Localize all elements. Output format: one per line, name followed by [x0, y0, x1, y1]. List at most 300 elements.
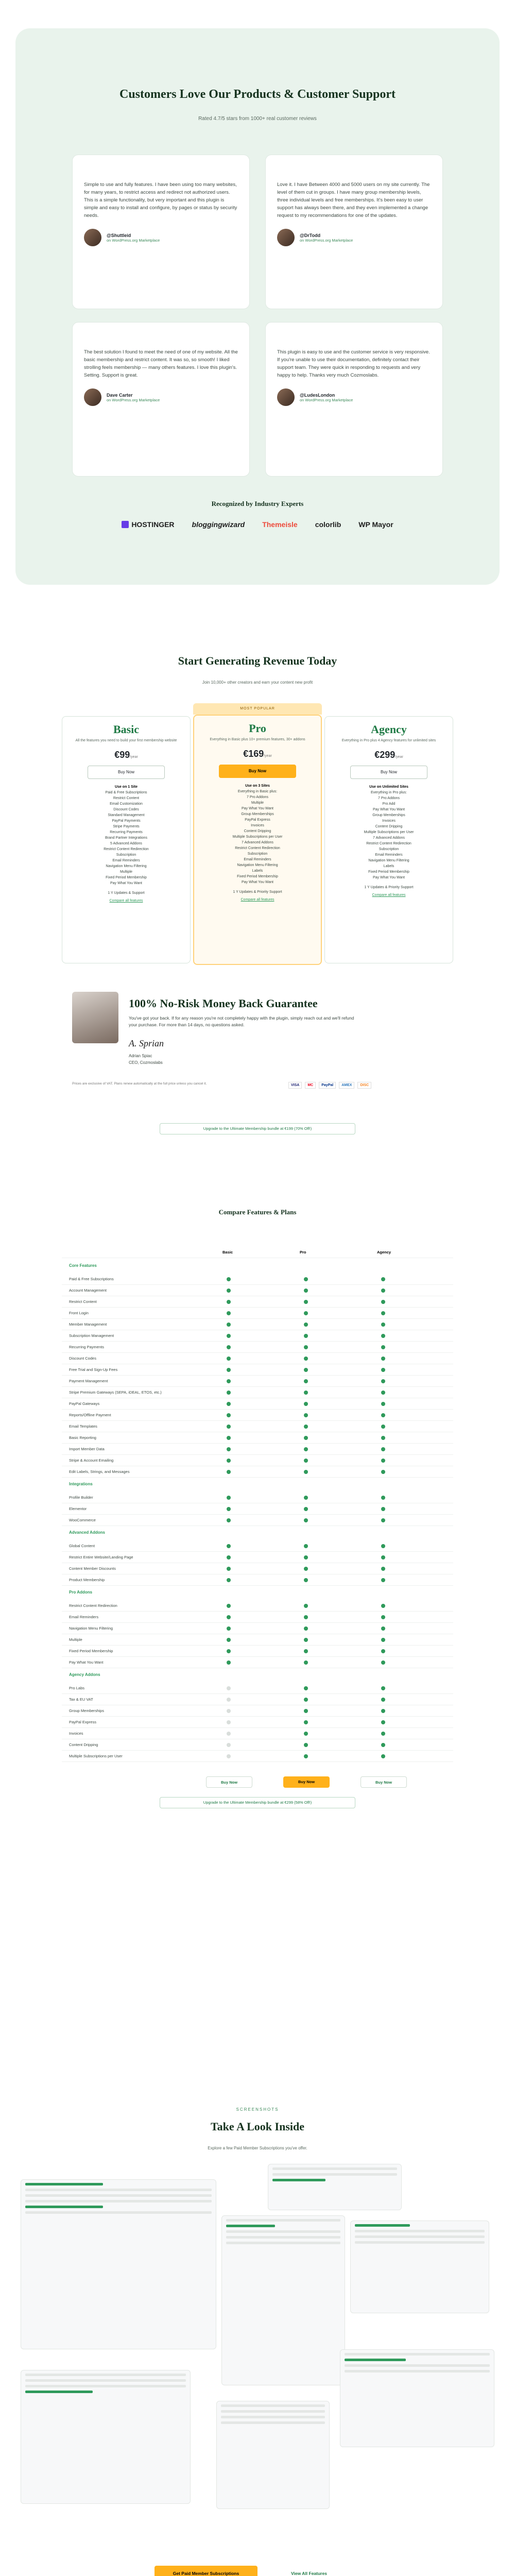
check-icon [304, 1544, 308, 1548]
feature-label: Fixed Period Membership [69, 1649, 113, 1653]
check-icon [227, 1357, 231, 1361]
check-icon [304, 1698, 308, 1702]
check-icon [381, 1345, 385, 1349]
plan-feature-item: Navigation Menu Filtering [368, 859, 409, 862]
compare-row [62, 1421, 453, 1432]
feature-label: Content Dripping [69, 1742, 98, 1747]
plan-features: Use on 1 Site Paid & Free Subscriptions Restrict Content Email Customization Discount Codes Standard Management PayPal Payments Stripe Payments Recurring Payments Brand Partner Integrations 5 Advanced Addons Restrict Content Redirection Subscription Email Reminders Navigation Menu Filtering Multiple Fixed Period Membership Pay What You Want [67, 784, 185, 886]
compare-header [62, 1247, 453, 1258]
feature-label: PayPal Gateways [69, 1401, 100, 1406]
compare-row [62, 1342, 453, 1353]
compare-row [62, 1319, 453, 1330]
check-icon [304, 1743, 308, 1747]
check-icon [381, 1436, 385, 1440]
check-icon [227, 1391, 231, 1395]
mastercard-icon: MC [305, 1082, 316, 1089]
check-icon [304, 1615, 308, 1619]
feature-label: Restrict Entire Website/Landing Page [69, 1555, 133, 1560]
check-icon [227, 1578, 231, 1582]
inside-subtitle: Explore a few Paid Member Subscriptions you've offer. [208, 2146, 307, 2150]
feature-label: Restrict Content Redirection [69, 1603, 117, 1608]
plan-feature-item: Navigation Menu Filtering [237, 863, 278, 867]
check-icon [381, 1425, 385, 1429]
check-icon [304, 1447, 308, 1451]
check-icon [381, 1277, 385, 1281]
plan-pro: Pro Everything in Basic plus 10+ premium features, 30+ addons €169/year Buy Now Use on 3 Sites Everything in Basic plus: 7 Pro Addons Multiple Pay What You Want Group Memberships PayPal Express Invoices Content Dripping Multiple Subscriptions per User 7 Advanced Addons Restrict Content Redirection Subscription Email Reminders Navigation Menu Filtering Labels Fixed Period Membership Pay What You Want 1 Y Updates & Priority Support Compare all features [193, 715, 322, 965]
plan-feature-item: PayPal Payments [112, 819, 141, 823]
plan-feature-item: Email Customization [110, 802, 143, 806]
check-icon [304, 1289, 308, 1293]
check-icon [227, 1518, 231, 1522]
plan-basic: Basic All the features you need to build your first membership website €99/year Buy Now Use on 1 Site Paid & Free Subscriptions Restrict Content Email Customization Discount Codes Standard Management PayPal Payments Stripe Payments Recurring Payments Brand Partner Integrations 5 Advanced Addons Restrict Content Redirection Subscription Email Reminders Navigation Menu Filtering Multiple Fixed Period Membership Pay What You Want 1 Y Updates & Support Compare all features [62, 716, 191, 963]
plan-support: 1 Y Updates & Priority Support [233, 890, 282, 894]
plan-feature-item: Fixed Period Membership [368, 870, 409, 874]
check-icon [304, 1555, 308, 1560]
author-role: on WordPress.org Marketplace [107, 397, 160, 402]
check-icon [304, 1720, 308, 1724]
buy-pro-button[interactable]: Buy Now [219, 765, 296, 778]
plan-feature-item: Group Memberships [241, 812, 274, 816]
feature-label: Free Trial and Sign-Up Fees [69, 1367, 118, 1372]
check-icon [227, 1496, 231, 1500]
plan-feature-item: Stripe Payments [113, 825, 140, 828]
compare-buy-pro[interactable]: Buy Now [283, 1776, 330, 1788]
check-icon [227, 1379, 231, 1383]
compare-row [62, 1683, 453, 1694]
ceo-signature: A. Sprian [129, 1038, 164, 1048]
check-icon [304, 1357, 308, 1361]
check-icon [381, 1567, 385, 1571]
feature-label: Stripe Premium Gateways (SEPA, iDEAL, ETOS, etc.) [69, 1390, 162, 1395]
feature-label: Elementor [69, 1506, 87, 1511]
compare-row [62, 1492, 453, 1503]
plan-tagline: Everything in Basic plus 10+ premium features, 30+ addons [210, 738, 305, 741]
check-icon [227, 1289, 231, 1293]
compare-row [62, 1717, 453, 1728]
get-pms-button[interactable]: Get Paid Member Subscriptions [154, 2566, 258, 2576]
compare-row [62, 1728, 453, 1739]
plan-feature-item: Restrict Content [113, 796, 140, 800]
feature-label: Import Member Data [69, 1447, 105, 1451]
compare-row [62, 1330, 453, 1342]
compare-row [62, 1739, 453, 1751]
author-name: Dave Carter [107, 392, 133, 398]
check-icon [304, 1567, 308, 1571]
feature-label: Multiple Subscriptions per User [69, 1754, 123, 1758]
plan-feature-item: Email Reminders [112, 859, 140, 862]
screenshot-dashboard[interactable] [21, 2179, 216, 2349]
unavailable-icon [227, 1709, 231, 1713]
experts-logos [0, 520, 515, 529]
check-icon [381, 1507, 385, 1511]
plan-feature-item: Paid & Free Subscriptions [105, 791, 147, 794]
feature-label: Basic Reporting [69, 1435, 96, 1440]
inside-eyebrow: SCREENSHOTS [236, 2107, 279, 2112]
ceo-role: CEO, Cozmoslabs [129, 1060, 163, 1065]
author-role: on WordPress.org Marketplace [107, 238, 160, 243]
plan-feature-item: Everything in Pro plus: [370, 791, 407, 794]
guarantee-text: You've got your back. If for any reason you're not completely happy with the plugin, simply reach out and we'll refund your purchase. For more than 14 days, no questions asked. [129, 1015, 354, 1027]
check-icon [304, 1345, 308, 1349]
check-icon [381, 1638, 385, 1642]
testimonial-card [265, 155, 443, 309]
check-icon [227, 1334, 231, 1338]
testimonial-text: The best solution I found to meet the need of one of my website. All the basic membership and restrict content. It was so, so smooth! I liked strolling feels membership — many others features. I love this plugin's. Setting. Support is great. [84, 349, 238, 378]
plan-feature-item: Subscription [116, 853, 136, 857]
plan-tagline: Everything in Pro plus 4 Agency features for unlimited sites [341, 739, 436, 742]
screenshot-members[interactable] [268, 2164, 402, 2210]
check-icon [304, 1300, 308, 1304]
feature-label: Stripe & Account Emailing [69, 1458, 114, 1463]
feature-label: Recurring Payments [69, 1345, 104, 1349]
unavailable-icon [227, 1686, 231, 1690]
screenshot-reports[interactable] [350, 2221, 489, 2313]
buy-agency-button[interactable]: Buy Now [350, 766, 427, 779]
plan-feature-item: Pay What You Want [242, 807, 273, 810]
check-icon [381, 1754, 385, 1758]
check-icon [381, 1544, 385, 1548]
check-icon [381, 1720, 385, 1724]
compare-row [62, 1540, 453, 1552]
compare-row [62, 1694, 453, 1705]
plan-agency: Agency Everything in Pro plus 4 Agency features for unlimited sites €299/year Buy Now Use on Unlimited Sites Everything in Pro plus: 7 Pro Addons Pro Add Pay What You Want Group Memberships Invoices Content Dripping Multiple Subscriptions per User 7 Advanced Addons Restrict Content Redirection Subscription Email Reminders Navigation Menu Filtering Labels Fixed Period Membership Pay What You Want 1 Y Updates & Priority Support Compare all features [324, 716, 453, 963]
plan-price: €299 [374, 750, 396, 760]
compare-row [62, 1515, 453, 1526]
plan-tagline: All the features you need to build your first membership website [75, 739, 177, 742]
testimonials-subtitle: Rated 4.7/5 stars from 1000+ real customer reviews [198, 116, 317, 122]
check-icon [381, 1357, 385, 1361]
compare-row [62, 1657, 453, 1668]
author-name: @Shuttleid [107, 232, 131, 238]
check-icon [381, 1379, 385, 1383]
check-icon [381, 1649, 385, 1653]
plan-feature-item: Multiple Subscriptions per User [364, 831, 414, 834]
compare-row [62, 1308, 453, 1319]
pricing-title: Start Generating Revenue Today [178, 654, 337, 667]
compare-row [62, 1574, 453, 1586]
author-name: @LudesLondon [300, 392, 335, 398]
plan-feature-item: Multiple Subscriptions per User [232, 835, 283, 839]
plan-feature-item: 7 Advanced Addons [373, 836, 405, 840]
check-icon [304, 1626, 308, 1631]
compare-row [62, 1444, 453, 1455]
compare-title: Compare Features & Plans [218, 1208, 297, 1216]
plan-feature-item: Standard Management [108, 814, 145, 817]
check-icon [227, 1368, 231, 1372]
logo-colorlib: colorlib [315, 520, 341, 529]
plan-feature-item: Brand Partner Integrations [105, 836, 148, 840]
check-icon [304, 1638, 308, 1642]
check-icon [381, 1300, 385, 1304]
screenshot-register-form[interactable] [21, 2370, 191, 2504]
plan-feature-item: Restrict Content Redirection [366, 842, 411, 845]
logo-wpmayor: WP Mayor [358, 520, 393, 529]
check-icon [304, 1368, 308, 1372]
compare-row [62, 1600, 453, 1612]
plan-features: Use on 3 Sites Everything in Basic plus: 7 Pro Addons Multiple Pay What You Want Group Memberships PayPal Express Invoices Content Dripping Multiple Subscriptions per User 7 Advanced Addons Restrict Content Redirection Subscription Email Reminders Navigation Menu Filtering Labels Fixed Period Membership Pay What You Want [199, 783, 316, 885]
avatar [84, 229, 101, 246]
feature-label: Navigation Menu Filtering [69, 1626, 113, 1631]
check-icon [381, 1709, 385, 1713]
plan-feature-item: Email Reminders [375, 853, 403, 857]
compare-link[interactable]: Compare all features [109, 899, 143, 903]
compare-group-title: Advanced Addons [69, 1530, 105, 1535]
feature-label: Member Management [69, 1322, 107, 1327]
check-icon [304, 1709, 308, 1713]
plan-support: 1 Y Updates & Support [108, 891, 145, 895]
check-icon [381, 1518, 385, 1522]
plan-price: €99 [114, 750, 130, 760]
check-icon [381, 1555, 385, 1560]
avatar [84, 388, 101, 406]
logo-themeisle: Themeisle [262, 520, 298, 529]
plan-feature-item: Multiple [119, 870, 133, 874]
compare-row [62, 1646, 453, 1657]
ceo-name: Adrian Spiac [129, 1054, 152, 1058]
plan-feature-item: Restrict Content Redirection [104, 848, 149, 851]
plan-price: €169 [243, 749, 264, 759]
check-icon [227, 1649, 231, 1653]
plan-support: 1 Y Updates & Priority Support [364, 886, 414, 889]
logo-hostinger: HOSTINGER [122, 520, 174, 529]
compare-link[interactable]: Compare all features [372, 893, 406, 897]
plan-feature-item: Email Reminders [244, 858, 271, 861]
feature-label: Multiple [69, 1637, 82, 1642]
check-icon [227, 1425, 231, 1429]
plan-feature-item: 7 Pro Addons [377, 796, 400, 800]
feature-label: Pay What You Want [69, 1660, 104, 1665]
payment-icons [288, 1082, 371, 1089]
plan-feature-item: Pay What You Want [373, 876, 405, 879]
check-icon [381, 1470, 385, 1474]
check-icon [227, 1459, 231, 1463]
logo-bloggingwizard: bloggingwizard [192, 520, 245, 529]
plan-feature-item: Labels [383, 865, 394, 868]
plan-feature-item: Navigation Menu Filtering [106, 865, 147, 868]
feature-label: Product Membership [69, 1578, 105, 1582]
screenshot-subscription-plan[interactable] [221, 2215, 345, 2385]
plan-feature-item: Invoices [382, 819, 396, 823]
check-icon [381, 1402, 385, 1406]
amex-icon: AMEX [339, 1082, 354, 1089]
check-icon [381, 1311, 385, 1315]
feature-label: Email Templates [69, 1424, 97, 1429]
plan-feature-item: Subscription [247, 852, 268, 856]
plan-feature-item: PayPal Express [245, 818, 270, 822]
feature-label: Restrict Content [69, 1299, 97, 1304]
plan-feature-item: Discount Codes [113, 808, 139, 811]
check-icon [304, 1496, 308, 1500]
plan-feature-item: Invoices [251, 824, 264, 827]
check-icon [304, 1604, 308, 1608]
check-icon [381, 1447, 385, 1451]
feature-label: Content Member Discounts [69, 1566, 116, 1571]
plan-feature-item: Subscription [379, 848, 399, 851]
plan-feature-item: Fixed Period Membership [106, 876, 147, 879]
check-icon [304, 1323, 308, 1327]
check-icon [381, 1604, 385, 1608]
feature-label: Profile Builder [69, 1495, 93, 1500]
compare-row [62, 1432, 453, 1444]
testimonial-card [265, 322, 443, 477]
testimonial-text: This plugin is easy to use and the customer service is very responsive. If you're unable to use their documentation, definitely contact their support team. They were quick in responding to requests and very happy to help. Thanks very much Cozmoslabs. [277, 349, 430, 378]
check-icon [304, 1649, 308, 1653]
check-icon [227, 1413, 231, 1417]
check-icon [304, 1754, 308, 1758]
check-icon [304, 1507, 308, 1511]
check-icon [227, 1300, 231, 1304]
compare-upgrade-link[interactable]: Upgrade to the Ultimate Membership bundle at €299 (58% Off!) [160, 1797, 355, 1808]
testimonial-card [72, 155, 250, 309]
check-icon [304, 1459, 308, 1463]
check-icon [227, 1555, 231, 1560]
testimonial-card [72, 322, 250, 477]
check-icon [304, 1578, 308, 1582]
compare-row [62, 1387, 453, 1398]
check-icon [227, 1311, 231, 1315]
plan-feature-item: Content Dripping [375, 825, 403, 828]
check-icon [381, 1615, 385, 1619]
check-icon [381, 1496, 385, 1500]
check-icon [227, 1470, 231, 1474]
testimonial-text: Simple to use and fully features. I have been using too many websites, for many years, to restrict access and redirect not authorized users. This is a simple functionality, but very important and this plugin is simple and easy to install and configure, by pages or status by security needs. [84, 182, 237, 218]
buy-basic-button[interactable]: Buy Now [88, 766, 165, 779]
visa-icon: VISA [288, 1082, 302, 1089]
screenshot-settings[interactable] [340, 2349, 494, 2447]
testimonial-text: Love it. I have Between 4000 and 5000 users on my site currently. The level of them cut in groups. I have many group membership levels, three individual levels and free memberships. It's been easy to user support has always been there, and they even implemented a change request to my recommendations for one of the updates. [277, 182, 430, 218]
avatar [277, 229, 295, 246]
check-icon [381, 1698, 385, 1702]
plan-feature-item: Labels [252, 869, 263, 873]
unavailable-icon [227, 1743, 231, 1747]
check-icon [227, 1638, 231, 1642]
check-icon [381, 1391, 385, 1395]
plan-feature-item: Multiple [251, 801, 264, 805]
check-icon [227, 1323, 231, 1327]
plan-feature-item: Group Memberships [372, 814, 405, 817]
check-icon [227, 1277, 231, 1281]
compare-row [62, 1705, 453, 1717]
plan-feature-item: Everything in Basic plus: [237, 790, 278, 793]
feature-label: Front Login [69, 1311, 89, 1315]
compare-row [62, 1285, 453, 1296]
compare-col-basic: Basic [222, 1250, 233, 1255]
compare-buy-basic[interactable]: Buy Now [206, 1776, 252, 1788]
compare-link[interactable]: Compare all features [241, 898, 274, 902]
feature-label: Tax & EU VAT [69, 1697, 93, 1702]
feature-label: Pro Labs [69, 1686, 85, 1690]
feature-label: Account Management [69, 1288, 107, 1293]
feature-label: Invoices [69, 1731, 83, 1736]
check-icon [227, 1660, 231, 1665]
compare-row [62, 1751, 453, 1762]
author-role: on WordPress.org Marketplace [300, 238, 353, 243]
feature-label: Paid & Free Subscriptions [69, 1277, 114, 1281]
plan-feature-item: Pro Add [382, 802, 396, 806]
compare-row [62, 1466, 453, 1478]
guarantee-title: 100% No-Risk Money Back Guarantee [129, 997, 318, 1010]
feature-label: Subscription Management [69, 1333, 114, 1338]
plan-name: Pro [249, 722, 266, 735]
check-icon [227, 1615, 231, 1619]
plan-feature-item: 7 Advanced Addons [242, 841, 273, 844]
check-icon [304, 1660, 308, 1665]
upgrade-bundle-link[interactable]: Upgrade to the Ultimate Membership bundle at €199 (70% Off!) [160, 1123, 355, 1134]
compare-row [62, 1455, 453, 1466]
screenshot-payments[interactable] [216, 2401, 330, 2509]
compare-group-title: Core Features [69, 1263, 97, 1268]
popular-badge: MOST POPULAR [193, 703, 322, 715]
compare-group-title: Agency Addons [69, 1672, 100, 1677]
check-icon [304, 1518, 308, 1522]
compare-row [62, 1612, 453, 1623]
plan-feature-item: Recurring Payments [110, 831, 143, 834]
plan-feature-item: 7 Pro Addons [246, 795, 269, 799]
check-icon [304, 1413, 308, 1417]
check-icon [381, 1660, 385, 1665]
check-icon [381, 1334, 385, 1338]
compare-row [62, 1410, 453, 1421]
compare-row [62, 1552, 453, 1563]
author-name: @DrTodd [300, 232, 321, 238]
plan-feature-item: Pay What You Want [242, 880, 273, 884]
plan-feature-item: Fixed Period Membership [237, 875, 278, 878]
check-icon [304, 1334, 308, 1338]
unavailable-icon [227, 1754, 231, 1758]
ceo-photo [72, 992, 118, 1043]
author-role: on WordPress.org Marketplace [300, 397, 353, 402]
feature-label: Discount Codes [69, 1356, 96, 1361]
compare-row [62, 1376, 453, 1387]
check-icon [304, 1311, 308, 1315]
compare-col-pro: Pro [300, 1250, 306, 1255]
check-icon [304, 1436, 308, 1440]
check-icon [381, 1368, 385, 1372]
check-icon [381, 1743, 385, 1747]
check-icon [381, 1732, 385, 1736]
avatar [277, 388, 295, 406]
experts-title: Recognized by Industry Experts [211, 500, 304, 507]
plan-features: Use on Unlimited Sites Everything in Pro plus: 7 Pro Addons Pro Add Pay What You Want Group Memberships Invoices Content Dripping Multiple Subscriptions per User 7 Advanced Addons Restrict Content Redirection Subscription Email Reminders Navigation Menu Filtering Labels Fixed Period Membership Pay What You Want [330, 784, 448, 880]
unavailable-icon [227, 1732, 231, 1736]
compare-row [62, 1296, 453, 1308]
feature-label: WooCommerce [69, 1518, 96, 1522]
compare-row [62, 1353, 453, 1364]
view-features-link[interactable]: View All Features [291, 2571, 327, 2576]
check-icon [304, 1391, 308, 1395]
compare-row [62, 1274, 453, 1285]
compare-col-agency: Agency [377, 1250, 391, 1255]
check-icon [304, 1470, 308, 1474]
feature-label: Global Content [69, 1544, 95, 1548]
plan-name: Agency [371, 723, 407, 736]
check-icon [227, 1345, 231, 1349]
compare-group-title: Pro Addons [69, 1590, 93, 1595]
check-icon [381, 1686, 385, 1690]
paypal-icon: PayPal [319, 1082, 336, 1089]
check-icon [381, 1578, 385, 1582]
feature-label: Payment Management [69, 1379, 108, 1383]
check-icon [227, 1604, 231, 1608]
check-icon [227, 1626, 231, 1631]
discover-icon: DISC [357, 1082, 371, 1089]
compare-row [62, 1623, 453, 1634]
plan-feature-item: Pay What You Want [373, 808, 405, 811]
compare-buy-agency[interactable]: Buy Now [360, 1776, 407, 1788]
check-icon [381, 1626, 385, 1631]
plan-feature-item: 5 Advanced Addons [110, 842, 142, 845]
feature-label: Email Reminders [69, 1615, 99, 1619]
